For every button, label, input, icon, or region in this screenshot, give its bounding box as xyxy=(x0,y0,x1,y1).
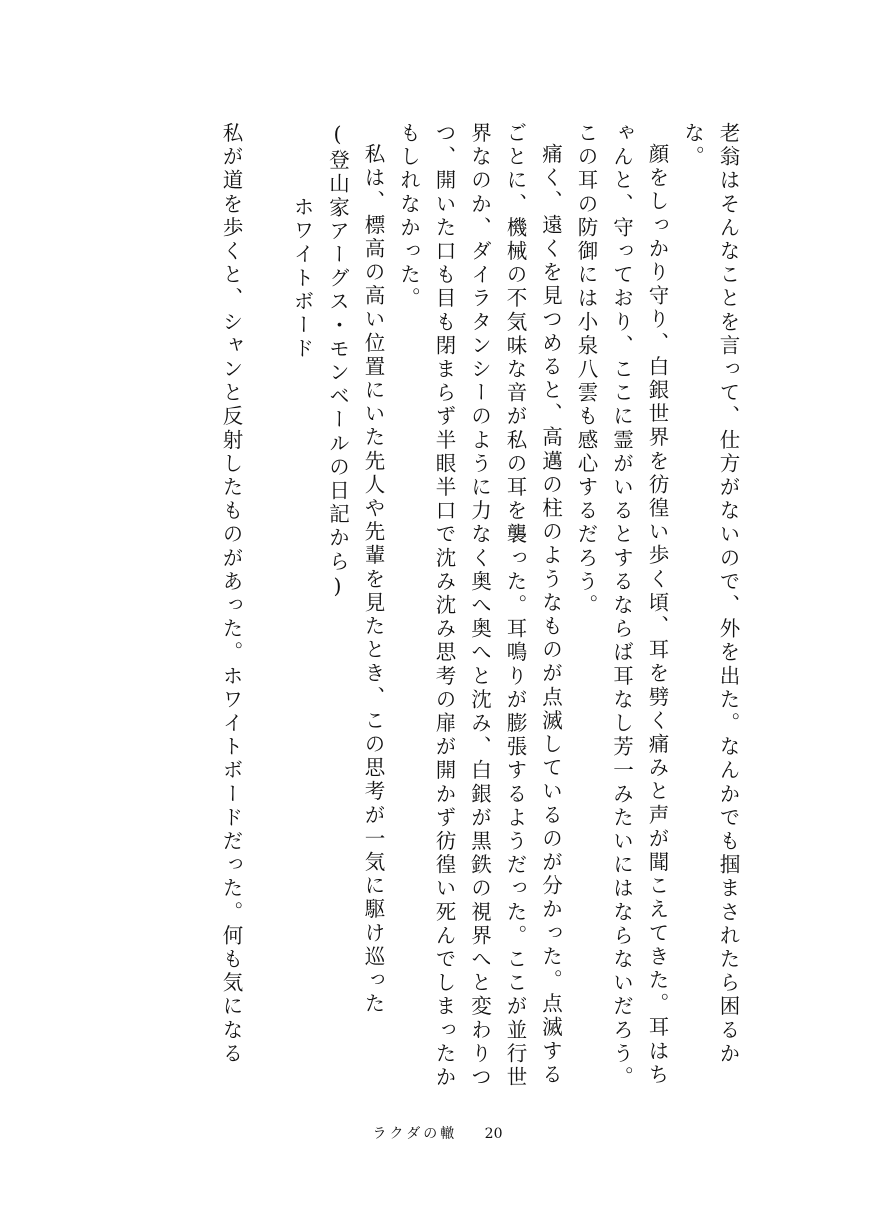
paragraph-2: 顔をしっかり守り、白銀世界を彷徨い歩く頃、耳を劈く痛みと声が聞こえてきた。耳はちゃんと、守っており、ここに霊がいるとするならば耳なし芳一みたいにはならないだろう。この耳の防御には小泉八雲も感心するだろう。 xyxy=(574,122,669,1090)
vertical-text-body xyxy=(105,122,745,1097)
attribution-note: (登山家アーグス・モンベールの日記から) xyxy=(325,122,350,601)
section-heading: ホワイトボード xyxy=(290,195,314,361)
paragraph-1: 老翁はそんなことを言って、仕方がないので、外を出た。なんかでも掴まされたら困るかな。 xyxy=(680,122,740,1066)
page-footer xyxy=(0,1123,875,1143)
paragraph-4: 私は、標高の高い位置にいた先人や先輩を見たとき、この思考が一気に駆け巡った xyxy=(361,142,385,1016)
book-title: ラクダの轍 xyxy=(372,1126,458,1142)
paragraph-3: 痛く、遠くを見つめると、高邁の柱のようなものが点滅しているのが分かった。点滅するごとに、機械の不気味な音が私の耳を襲った。耳鳴りが膨張するようだった。ここが並行世界なのか、ダイラタンシーのように力なく奥へ奥へと沈み、白銀が黒鉄の視界へと変わりつつ、開いた口も目も閉まらず半眼半口で沈み沈み思考の扉が開かず彷徨い死んでしまったかもしれなかった。 xyxy=(396,122,563,1090)
page-number: 20 xyxy=(484,1126,503,1142)
paragraph-5: 私が道を歩くと、シャンと反射したものがあった。ホワイトボードだった。何も気になる xyxy=(219,122,243,1066)
